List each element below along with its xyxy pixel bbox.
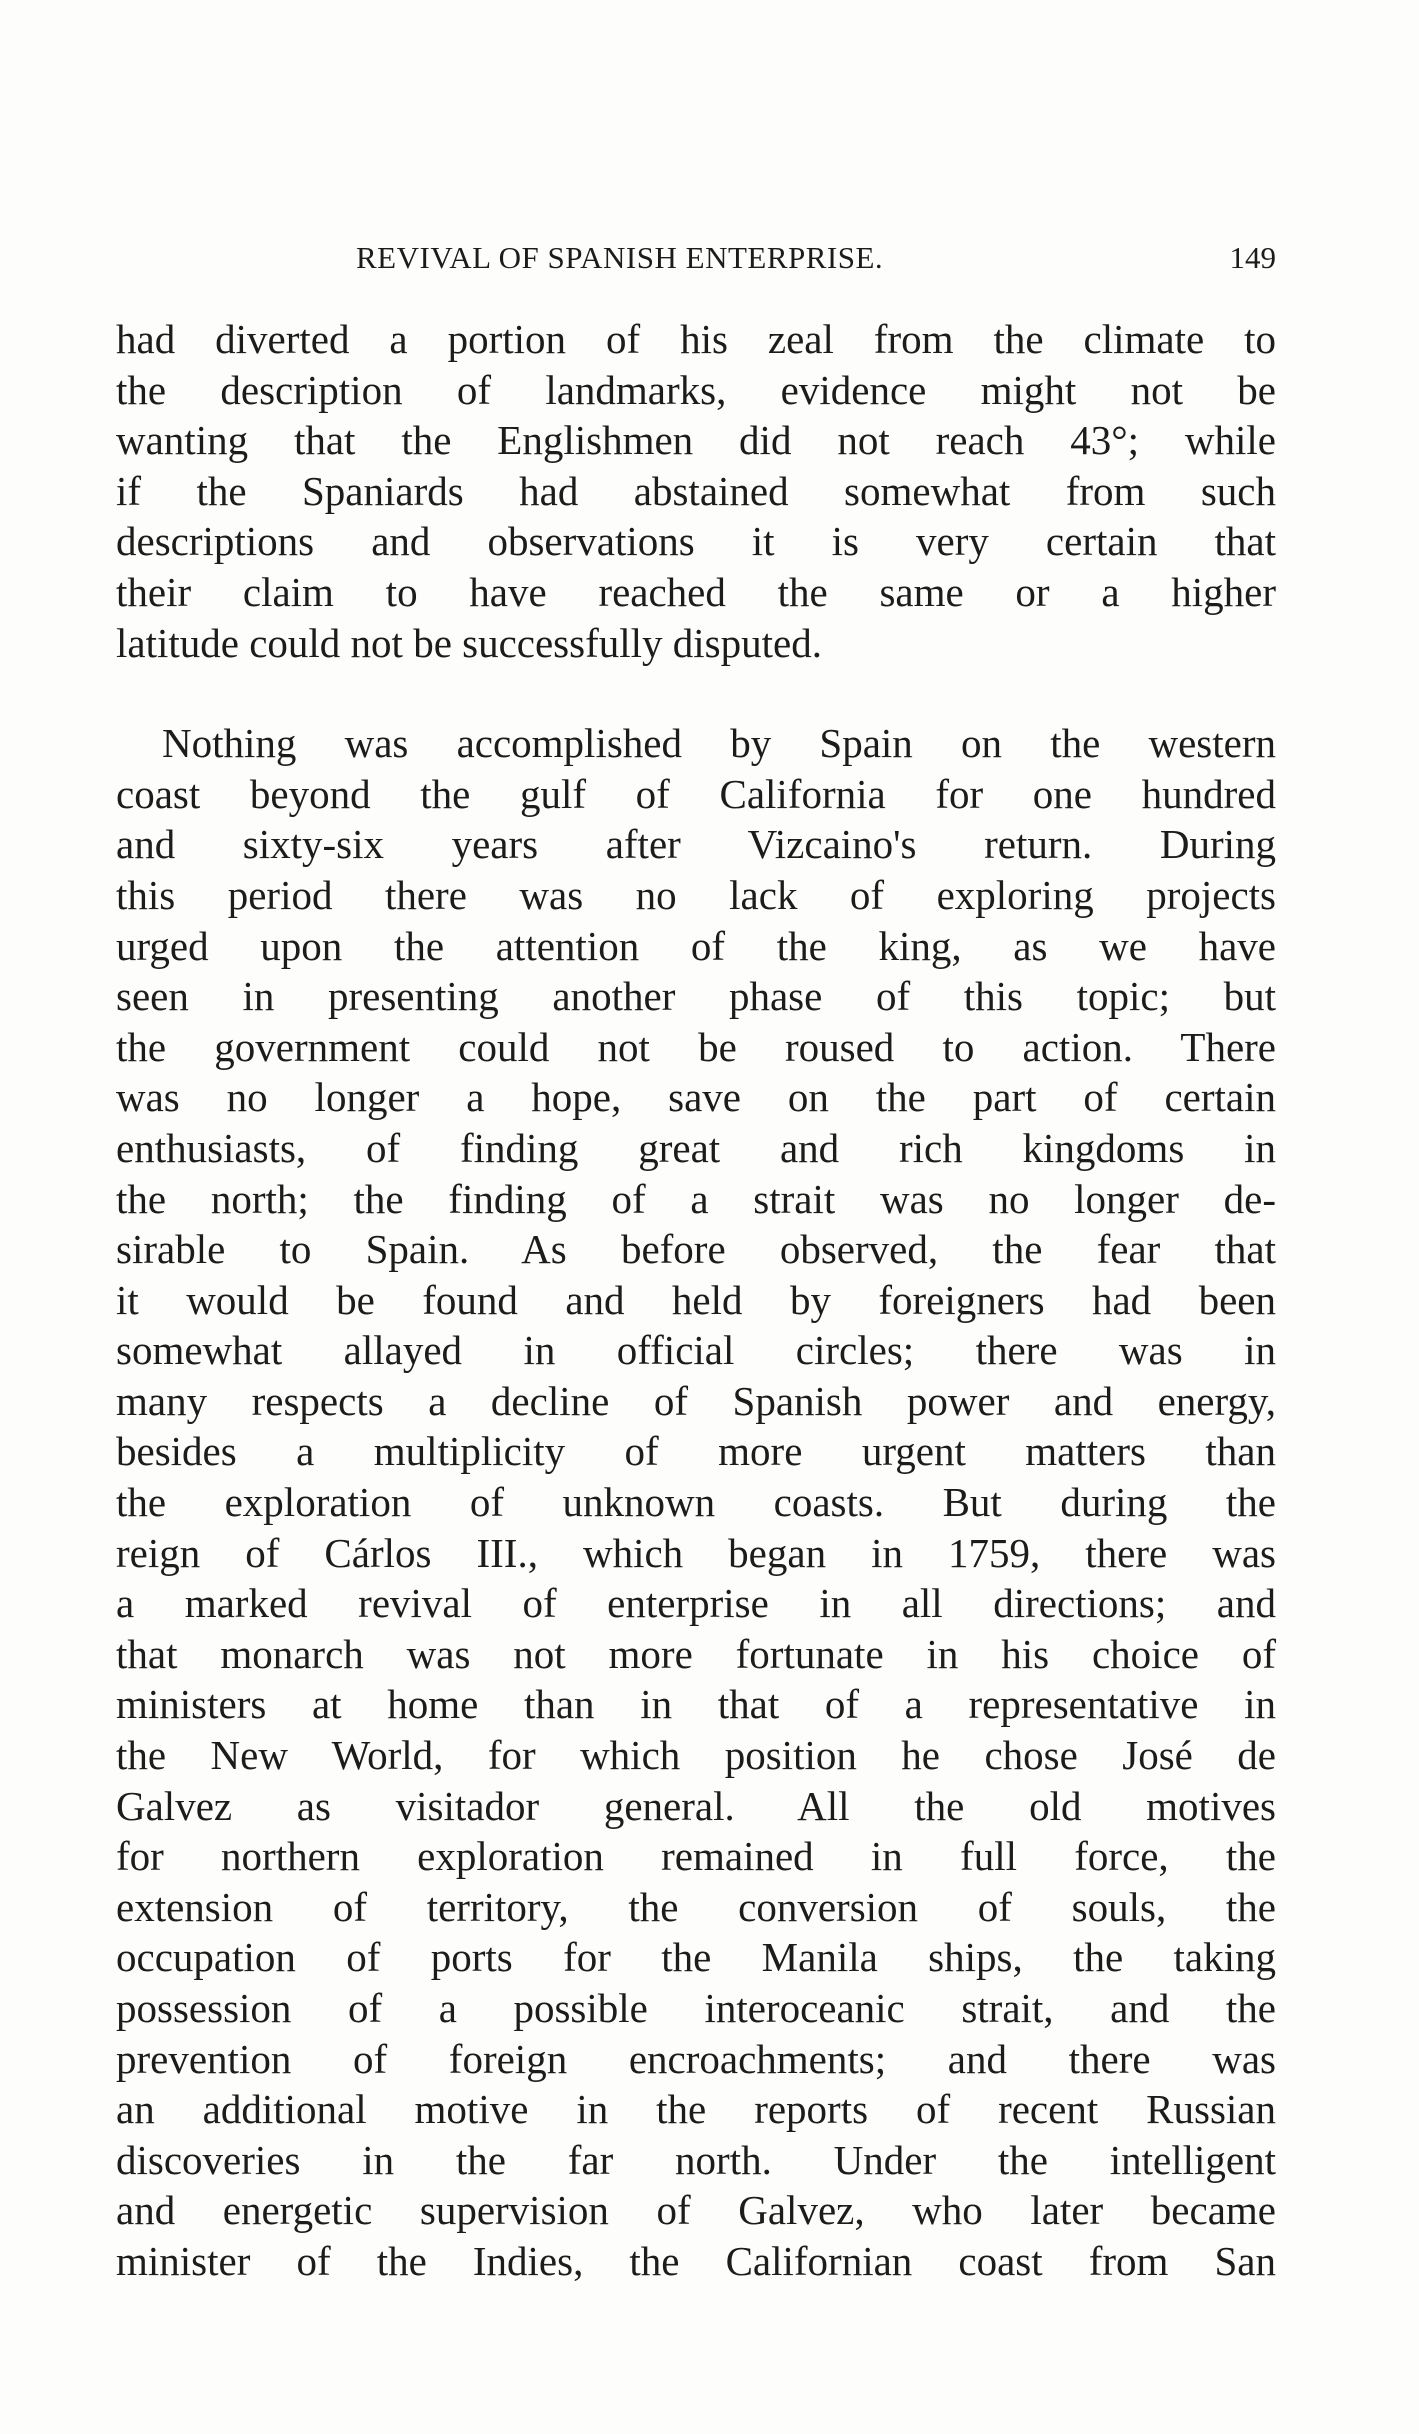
text-line: many respects a decline of Spanish power and energy, (116, 1377, 1276, 1424)
text-line: it would be found and held by foreigners had been (116, 1276, 1276, 1323)
text-line: the exploration of unknown coasts. But during the (116, 1479, 1276, 1526)
text-line: Galvez as visitador general. All the old motives (116, 1782, 1276, 1829)
text-line: their claim to have reached the same or a higher (116, 568, 1276, 615)
running-title: REVIVAL OF SPANISH ENTERPRISE. (356, 240, 884, 275)
running-head (116, 240, 1276, 280)
body-text (116, 314, 1276, 2287)
text-line: coast beyond the gulf of California for one hundred (116, 770, 1276, 817)
text-line: Nothing was accomplished by Spain on the western (162, 720, 1276, 767)
text-line: an additional motive in the reports of recent Russian (116, 2086, 1276, 2133)
paragraph-2 (116, 718, 1276, 2286)
text-line: possession of a possible interoceanic strait, and the (116, 1985, 1276, 2031)
text-line: the New World, for which position he chose José de (116, 1732, 1276, 1779)
page-number: 149 (1229, 240, 1276, 275)
text-line: besides a multiplicity of more urgent matters than (116, 1428, 1276, 1475)
text-line: urged upon the attention of the king, as we have (116, 922, 1276, 969)
text-line: latitude could not be successfully disputed. (116, 619, 822, 666)
text-line: minister of the Indies, the Californian coast from San (116, 2237, 1276, 2284)
text-line: the description of landmarks, evidence might not be (116, 366, 1276, 413)
text-line: somewhat allayed in official circles; there was in (116, 1327, 1276, 1374)
paragraph-spacer (116, 668, 1276, 718)
text-line: this period there was no lack of exploring projects (116, 871, 1276, 918)
text-line: wanting that the Englishmen did not reach 43°; while (116, 417, 1276, 464)
text-line: ministers at home than in that of a representative in (116, 1681, 1276, 1728)
text-line: occupation of ports for the Manila ships, the taking (116, 1934, 1276, 1981)
text-line: reign of Cárlos III., which began in 1759, there was (116, 1529, 1276, 1576)
text-line: extension of territory, the conversion of souls, the (116, 1883, 1276, 1930)
text-line: had diverted a portion of his zeal from the climate to (116, 316, 1276, 362)
text-line: the government could not be roused to action. There (116, 1023, 1276, 1070)
text-line: that monarch was not more fortunate in his choice of (116, 1630, 1276, 1677)
text-line: the north; the finding of a strait was no longer de- (116, 1175, 1276, 1222)
text-line: and energetic supervision of Galvez, who later became (116, 2187, 1276, 2234)
text-line: sirable to Spain. As before observed, the fear that (116, 1226, 1276, 1273)
text-line: was no longer a hope, save on the part of certain (116, 1074, 1276, 1121)
text-line: enthusiasts, of finding great and rich kingdoms in (116, 1124, 1276, 1171)
text-line: descriptions and observations it is very certain that (116, 518, 1276, 565)
text-line: if the Spaniards had abstained somewhat from such (116, 467, 1276, 514)
text-line: prevention of foreign encroachments; and there was (116, 2035, 1276, 2082)
text-line: seen in presenting another phase of this topic; but (116, 973, 1276, 1020)
text-line: and sixty-six years after Vizcaino's return. During (116, 821, 1276, 868)
paragraph-1 (116, 314, 1276, 668)
text-line: for northern exploration remained in full force, the (116, 1833, 1276, 1880)
text-line: a marked revival of enterprise in all directions; and (116, 1580, 1276, 1627)
text-line: discoveries in the far north. Under the intelligent (116, 2136, 1276, 2183)
